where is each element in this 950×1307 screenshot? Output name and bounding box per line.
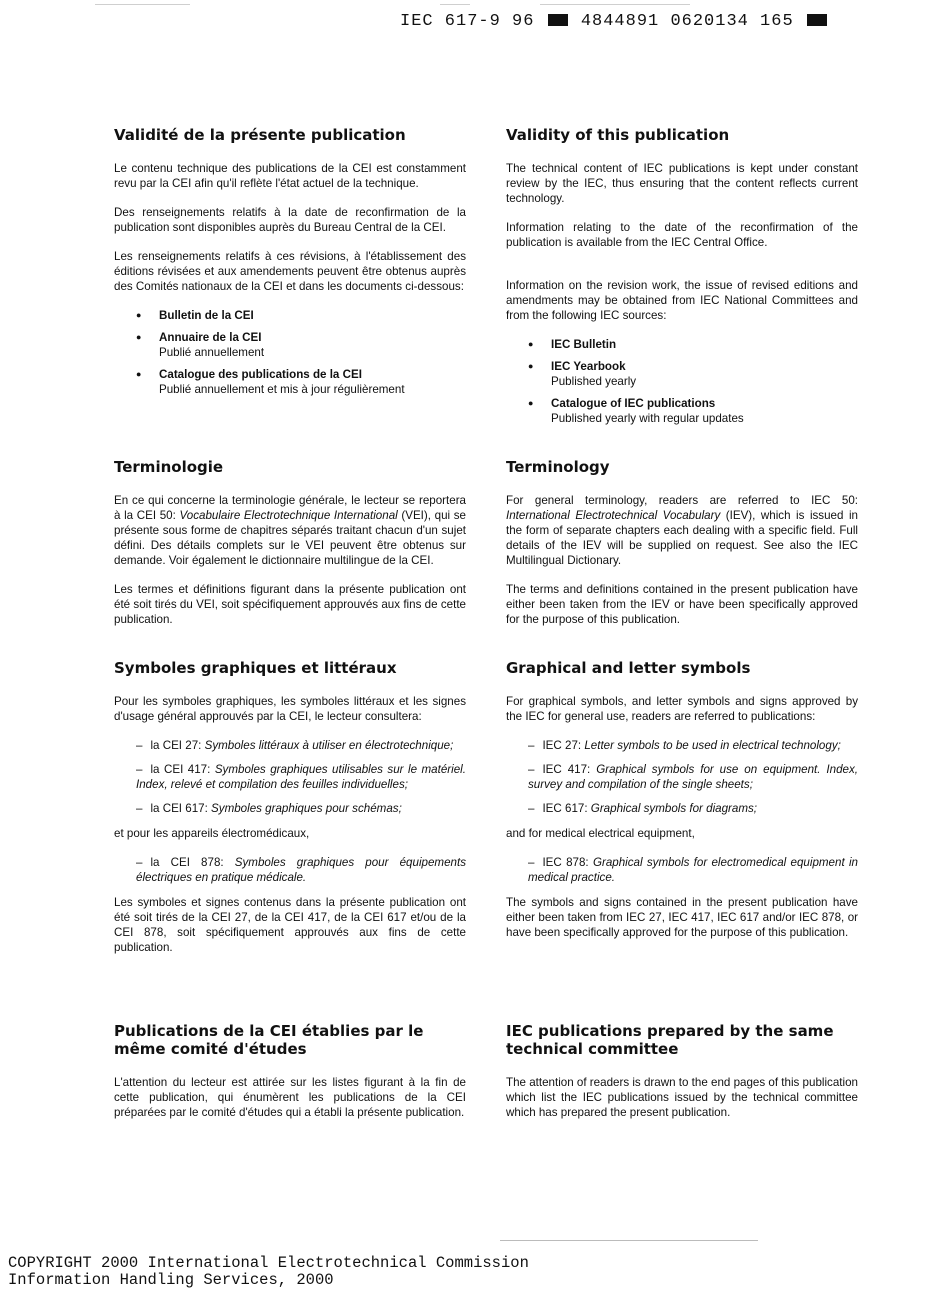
paragraph: Les symboles et signes contenus dans la présente publication ont été soit tirés de la CEI 27, de la CEI 417, de la CEI 617 et/ou de la CEI 878, soit spécifiquement approuvés aux fins de cette publication. (114, 896, 466, 954)
document-reference-header (400, 12, 829, 31)
list-item: ● Bulletin de la CEI (136, 308, 466, 323)
symbols-section-fr (114, 659, 466, 969)
paragraph: En ce qui concerne la terminologie générale, le lecteur se reportera à la CEI 50: Vocabulaire Electrotechnique International (VEI), qui se présente sous forme de chapitres séparés traitant chacun d'un sujet défini. Des détails complets sur le VEI peuvent être obtenus sur demande. Voir également le dictionnaire multilingue de la CEI. (114, 494, 466, 567)
top-rule-right (540, 4, 690, 5)
paragraph: Les termes et définitions figurant dans la présente publication ont été soit tirés du VEI, soit spécifiquement approuvés aux fins de cette publication. (114, 583, 466, 626)
section-heading: Validity of this publication (506, 126, 730, 144)
black-bar-icon (548, 14, 568, 26)
terminology-section-fr (114, 458, 466, 641)
paragraph: The attention of readers is drawn to the end pages of this publication which list the IEC publications issued by the technical committee which has prepared the present publication. (506, 1076, 858, 1119)
medical-symbols-list (506, 855, 858, 885)
list-item: ● Annuaire de la CEI Publié annuellement (136, 330, 466, 360)
top-rule-mid (440, 4, 470, 5)
terminology-section-en (506, 458, 858, 641)
section-heading: IEC publications prepared by the same technical committee (506, 1022, 834, 1058)
paragraph: et pour les appareils électromédicaux, (114, 827, 310, 840)
paragraph: The terms and definitions contained in the present publication have either been taken from the IEV or have been specifically approved for the purpose of this publication. (506, 583, 858, 626)
list-item: – IEC 878: Graphical symbols for electromedical equipment in medical practice. (528, 856, 858, 884)
list-item: – la CEI 27: Symboles littéraux à utiliser en électrotechnique; (136, 739, 454, 752)
paragraph: Les renseignements relatifs à ces révisions, à l'établissement des éditions révisées et aux amendements peuvent être obtenus auprès des Comités nationaux de la CEI et dans les documents ci-dessous: (114, 250, 466, 293)
list-item: – la CEI 878: Symboles graphiques pour équipements électriques en pratique médicale. (136, 856, 466, 884)
section-heading: Validité de la présente publication (114, 126, 406, 144)
list-item: – IEC 27: Letter symbols to be used in electrical technology; (528, 739, 841, 752)
paragraph: For graphical symbols, and letter symbols and signs approved by the IEC for general use, readers are referred to publications: (506, 695, 858, 723)
copyright-line: COPYRIGHT 2000 International Electrotechnical Commission (8, 1254, 529, 1272)
list-item: – la CEI 417: Symboles graphiques utilisables sur le matériel. Index, relevé et compilation des feuilles individuelles; (136, 763, 466, 791)
list-item: – IEC 417: Graphical symbols for use on equipment. Index, survey and compilation of the single sheets; (528, 763, 859, 791)
bottom-rule (500, 1240, 758, 1241)
paragraph: Le contenu technique des publications de la CEI est constamment revu par la CEI afin qu'il reflète l'état actuel de la technique. (114, 162, 466, 190)
section-heading: Terminologie (114, 458, 224, 476)
ihs-line: Information Handling Services, 2000 (8, 1271, 334, 1289)
black-bar-icon (807, 14, 827, 26)
paragraph: The symbols and signs contained in the present publication have either been taken from IEC 27, IEC 417, IEC 617 and/or IEC 878, or have been specifically approved for the purpose of this publication. (506, 896, 858, 939)
list-item: ● IEC Bulletin (528, 337, 858, 352)
section-heading: Publications de la CEI établies par le même comité d'études (114, 1022, 424, 1058)
symbols-list (114, 738, 466, 816)
copyright-footer (8, 1255, 529, 1289)
section-heading: Graphical and letter symbols (506, 659, 751, 677)
list-item: ● IEC Yearbook Published yearly (528, 359, 858, 389)
barcode-number: 4844891 0620134 165 (580, 12, 794, 31)
committee-section-fr (114, 1022, 466, 1134)
validity-section-fr (114, 126, 466, 407)
section-heading: Symboles graphiques et littéraux (114, 659, 397, 677)
list-item: – la CEI 617: Symboles graphiques pour schémas; (136, 802, 402, 815)
symbols-list (506, 738, 858, 816)
sources-list (506, 337, 858, 426)
list-item: – IEC 617: Graphical symbols for diagrams; (528, 802, 758, 815)
list-item: ● Catalogue des publications de la CEI Publié annuellement et mis à jour régulièrement (136, 367, 466, 397)
committee-section-en (506, 1022, 858, 1134)
paragraph: The technical content of IEC publications is kept under constant review by the IEC, thus ensuring that the content reflects current technology. (506, 162, 858, 205)
list-item: ● Catalogue of IEC publications Published yearly with regular updates (528, 396, 858, 426)
sources-list (114, 308, 466, 397)
paragraph: and for medical electrical equipment, (506, 827, 695, 840)
paragraph: For general terminology, readers are referred to IEC 50: International Electrotechnical Vocabulary (IEV), which is issued in the form of separate chapters each dealing with a specific field. Full details of the IEV will be supplied on request. See also the IEC Multilingual Dictionary. (506, 494, 858, 567)
symbols-section-en (506, 659, 858, 954)
paragraph: L'attention du lecteur est attirée sur les listes figurant à la fin de cette publication, qui énumèrent les publications de la CEI préparées par le comité d'études qui a établi la présente publication. (114, 1076, 466, 1119)
paragraph: Information relating to the date of the reconfirmation of the publication is available from the IEC Central Office. (506, 221, 858, 249)
validity-section-en (506, 126, 858, 436)
top-rule-left (95, 4, 190, 5)
paragraph: Pour les symboles graphiques, les symboles littéraux et les signes d'usage général approuvés par la CEI, le lecteur consultera: (114, 695, 466, 723)
paragraph: Des renseignements relatifs à la date de reconfirmation de la publication sont disponibles auprès du Bureau Central de la CEI. (114, 206, 466, 234)
medical-symbols-list (114, 855, 466, 885)
reference-code: IEC 617-9 96 (400, 12, 535, 31)
section-heading: Terminology (506, 458, 610, 476)
paragraph: Information on the revision work, the issue of revised editions and amendments may be obtained from IEC National Committees and from the following IEC sources: (506, 279, 858, 322)
